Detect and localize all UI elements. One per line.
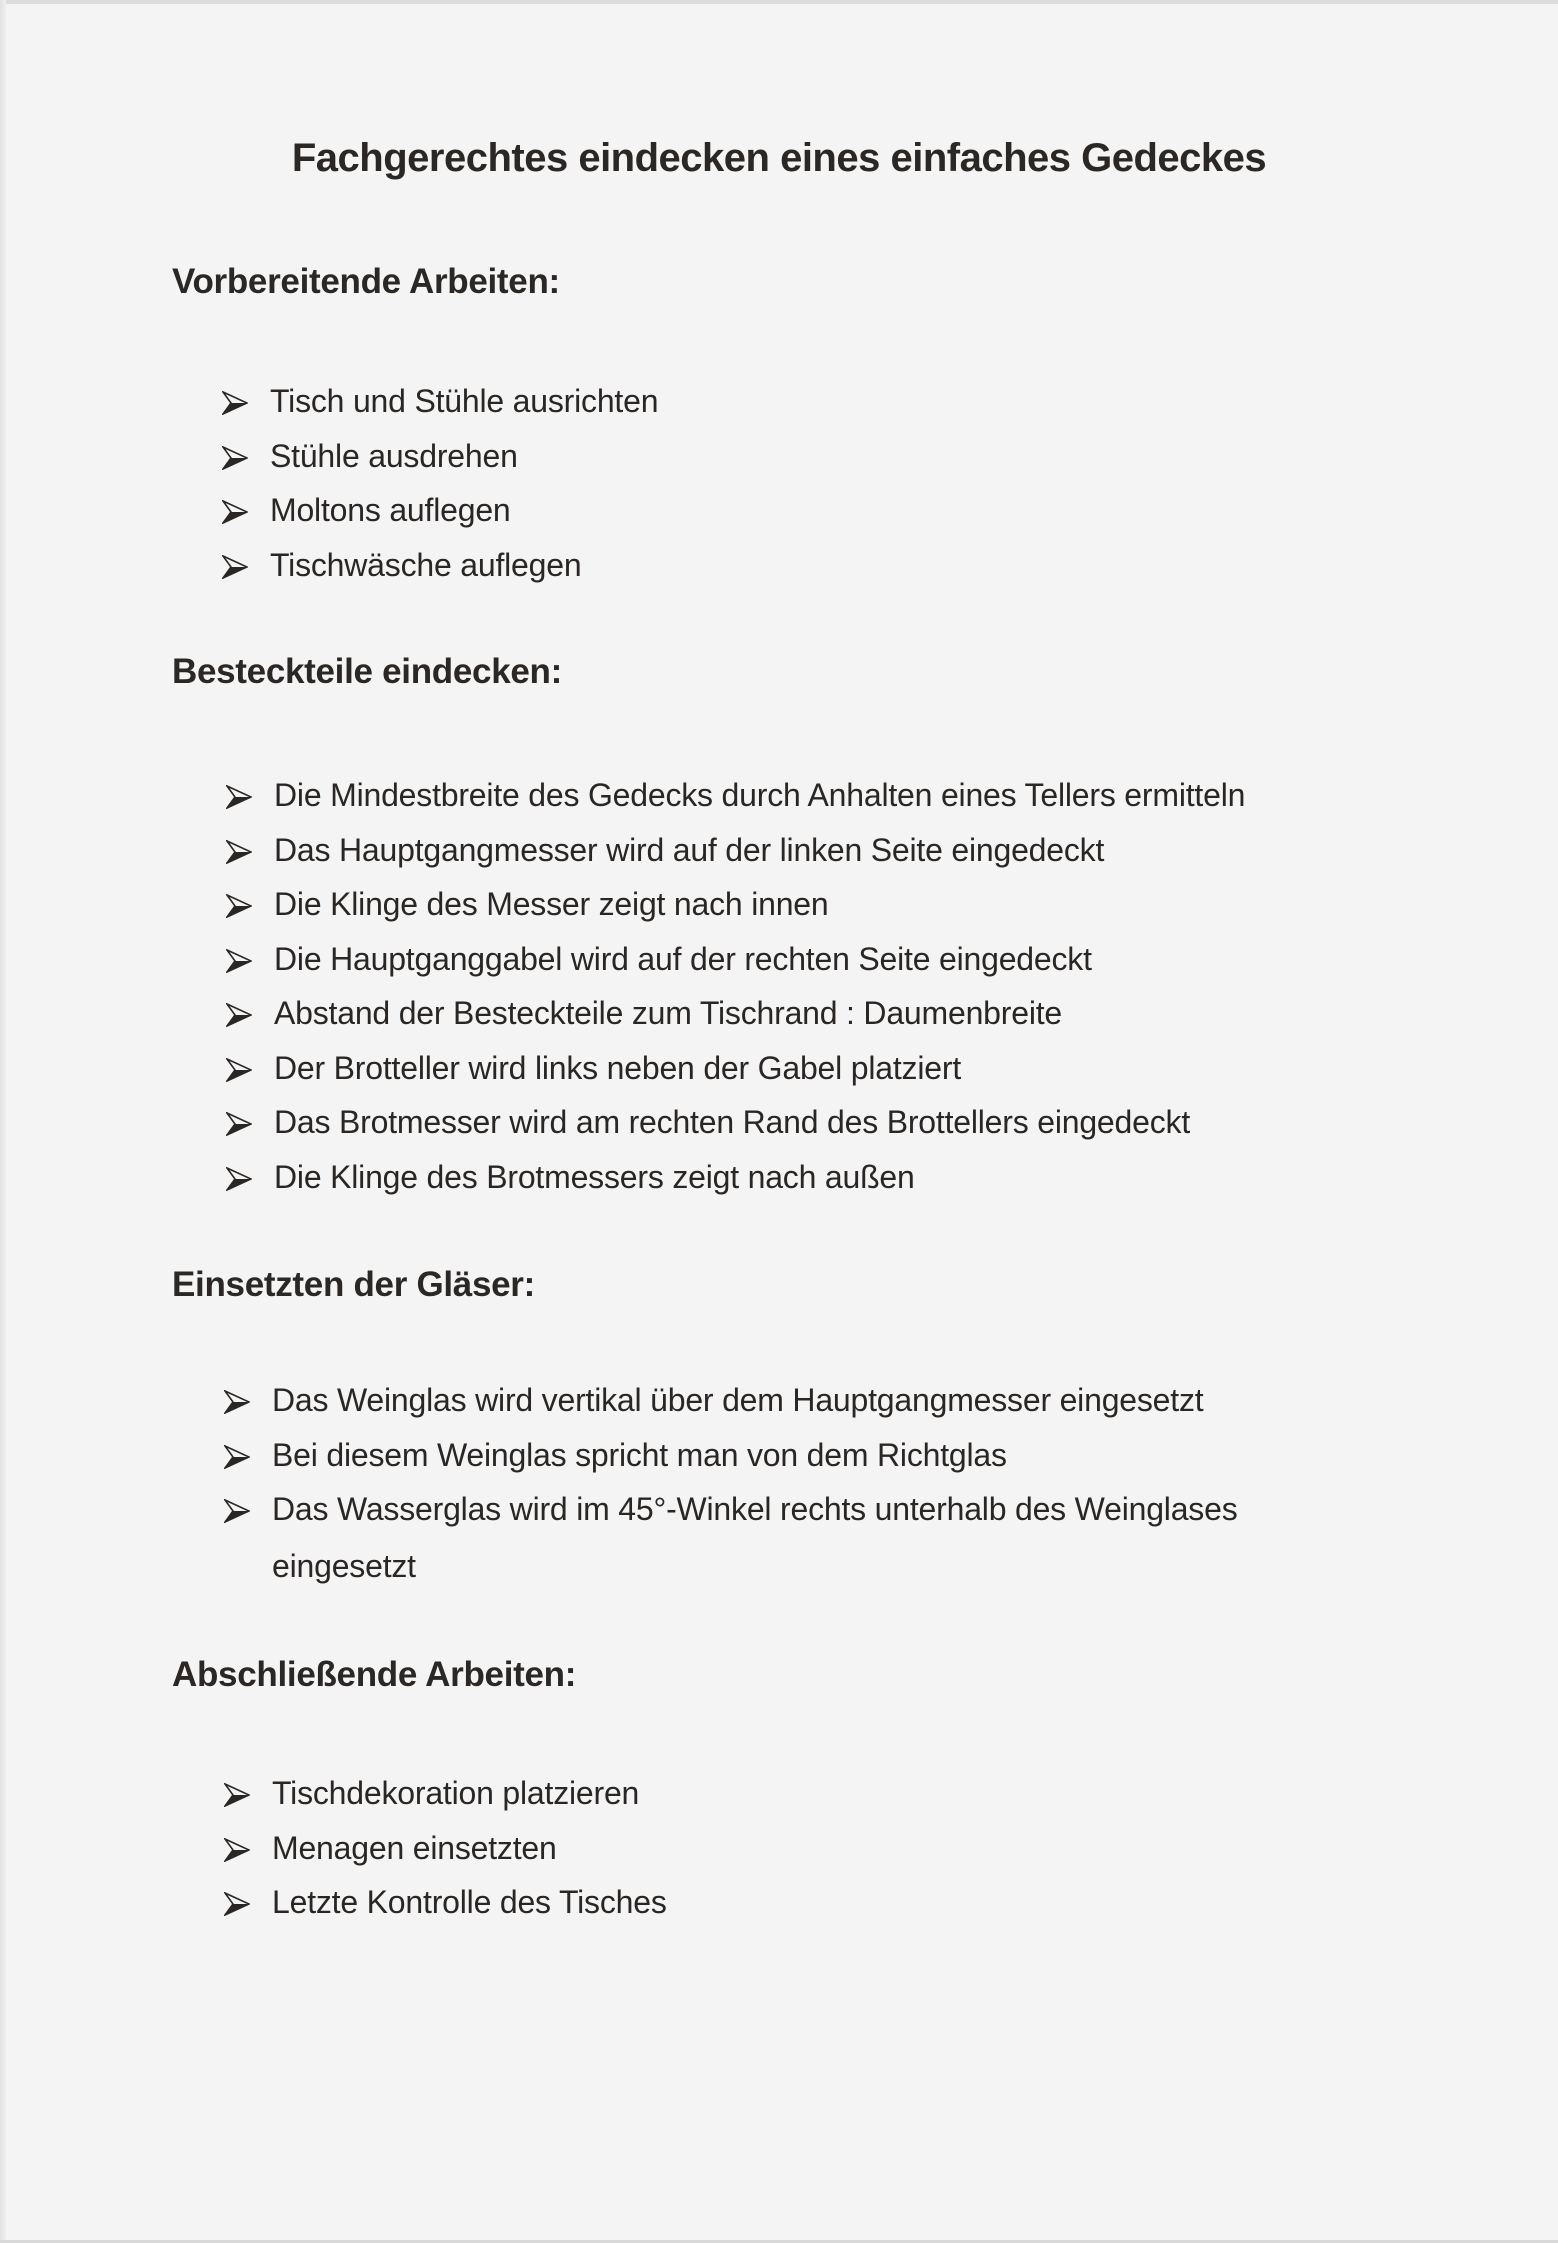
list-item-continuation: eingesetzt [272, 1547, 416, 1584]
list-item: Das Brotmesser wird am rechten Rand des Brottellers eingedeckt [226, 1095, 1245, 1150]
list-item: Tisch und Stühle ausrichten [222, 374, 658, 429]
list-einsetzten-der-glaeser [224, 1373, 1238, 1595]
list-item: Das Wasserglas wird im 45°-Winkel rechts unterhalb des Weinglases eingesetzt [224, 1482, 1238, 1595]
list-item: Die Hauptganggabel wird auf der rechten Seite eingedeckt [226, 932, 1245, 987]
arrowhead-bullet-icon [226, 1058, 252, 1082]
list-vorbereitende-arbeiten [222, 374, 658, 592]
list-item: Tischwäsche auflegen [222, 538, 658, 593]
arrowhead-bullet-icon [222, 391, 248, 415]
arrowhead-bullet-icon [226, 840, 252, 864]
arrowhead-bullet-icon [224, 1390, 250, 1414]
arrowhead-bullet-icon [224, 1445, 250, 1469]
arrowhead-bullet-icon [224, 1838, 250, 1862]
list-item: Letzte Kontrolle des Tisches [224, 1875, 667, 1930]
list-item: Stühle ausdrehen [222, 429, 658, 484]
list-besteckteile-eindecken [226, 768, 1245, 1204]
arrowhead-bullet-icon [226, 894, 252, 918]
arrowhead-bullet-icon [224, 1892, 250, 1916]
arrowhead-bullet-icon [226, 785, 252, 809]
arrowhead-bullet-icon [226, 1003, 252, 1027]
arrowhead-bullet-icon [226, 949, 252, 973]
list-item: Die Mindestbreite des Gedecks durch Anhalten eines Tellers ermitteln [226, 768, 1245, 823]
arrowhead-bullet-icon [226, 1112, 252, 1136]
list-item: Die Klinge des Messer zeigt nach innen [226, 877, 1245, 932]
list-abschliessende-arbeiten [224, 1766, 667, 1930]
list-item: Das Hauptgangmesser wird auf der linken Seite eingedeckt [226, 823, 1245, 878]
arrowhead-bullet-icon [224, 1783, 250, 1807]
arrowhead-bullet-icon [222, 555, 248, 579]
list-item: Der Brotteller wird links neben der Gabel platziert [226, 1041, 1245, 1096]
list-item: Moltons auflegen [222, 483, 658, 538]
list-item: Das Weinglas wird vertikal über dem Hauptgangmesser eingesetzt [224, 1373, 1238, 1428]
section-heading-vorbereitende-arbeiten: Vorbereitende Arbeiten: [172, 262, 560, 301]
arrowhead-bullet-icon [226, 1167, 252, 1191]
section-heading-abschliessende-arbeiten: Abschließende Arbeiten: [172, 1655, 577, 1694]
section-heading-einsetzten-der-glaeser: Einsetzten der Gläser: [172, 1265, 535, 1304]
page-edge [0, 0, 6, 2243]
list-item: Menagen einsetzten [224, 1821, 667, 1876]
list-item: Bei diesem Weinglas spricht man von dem Richtglas [224, 1428, 1238, 1483]
arrowhead-bullet-icon [222, 446, 248, 470]
arrowhead-bullet-icon [224, 1499, 250, 1523]
list-item: Abstand der Besteckteile zum Tischrand : Daumenbreite [226, 986, 1245, 1041]
arrowhead-bullet-icon [222, 500, 248, 524]
list-item: Die Klinge des Brotmessers zeigt nach außen [226, 1150, 1245, 1205]
page-edge [0, 0, 1558, 4]
page-title: Fachgerechtes eindecken eines einfaches Gedeckes [291, 136, 1267, 180]
section-heading-besteckteile-eindecken: Besteckteile eindecken: [172, 652, 562, 691]
list-item: Tischdekoration platzieren [224, 1766, 667, 1821]
